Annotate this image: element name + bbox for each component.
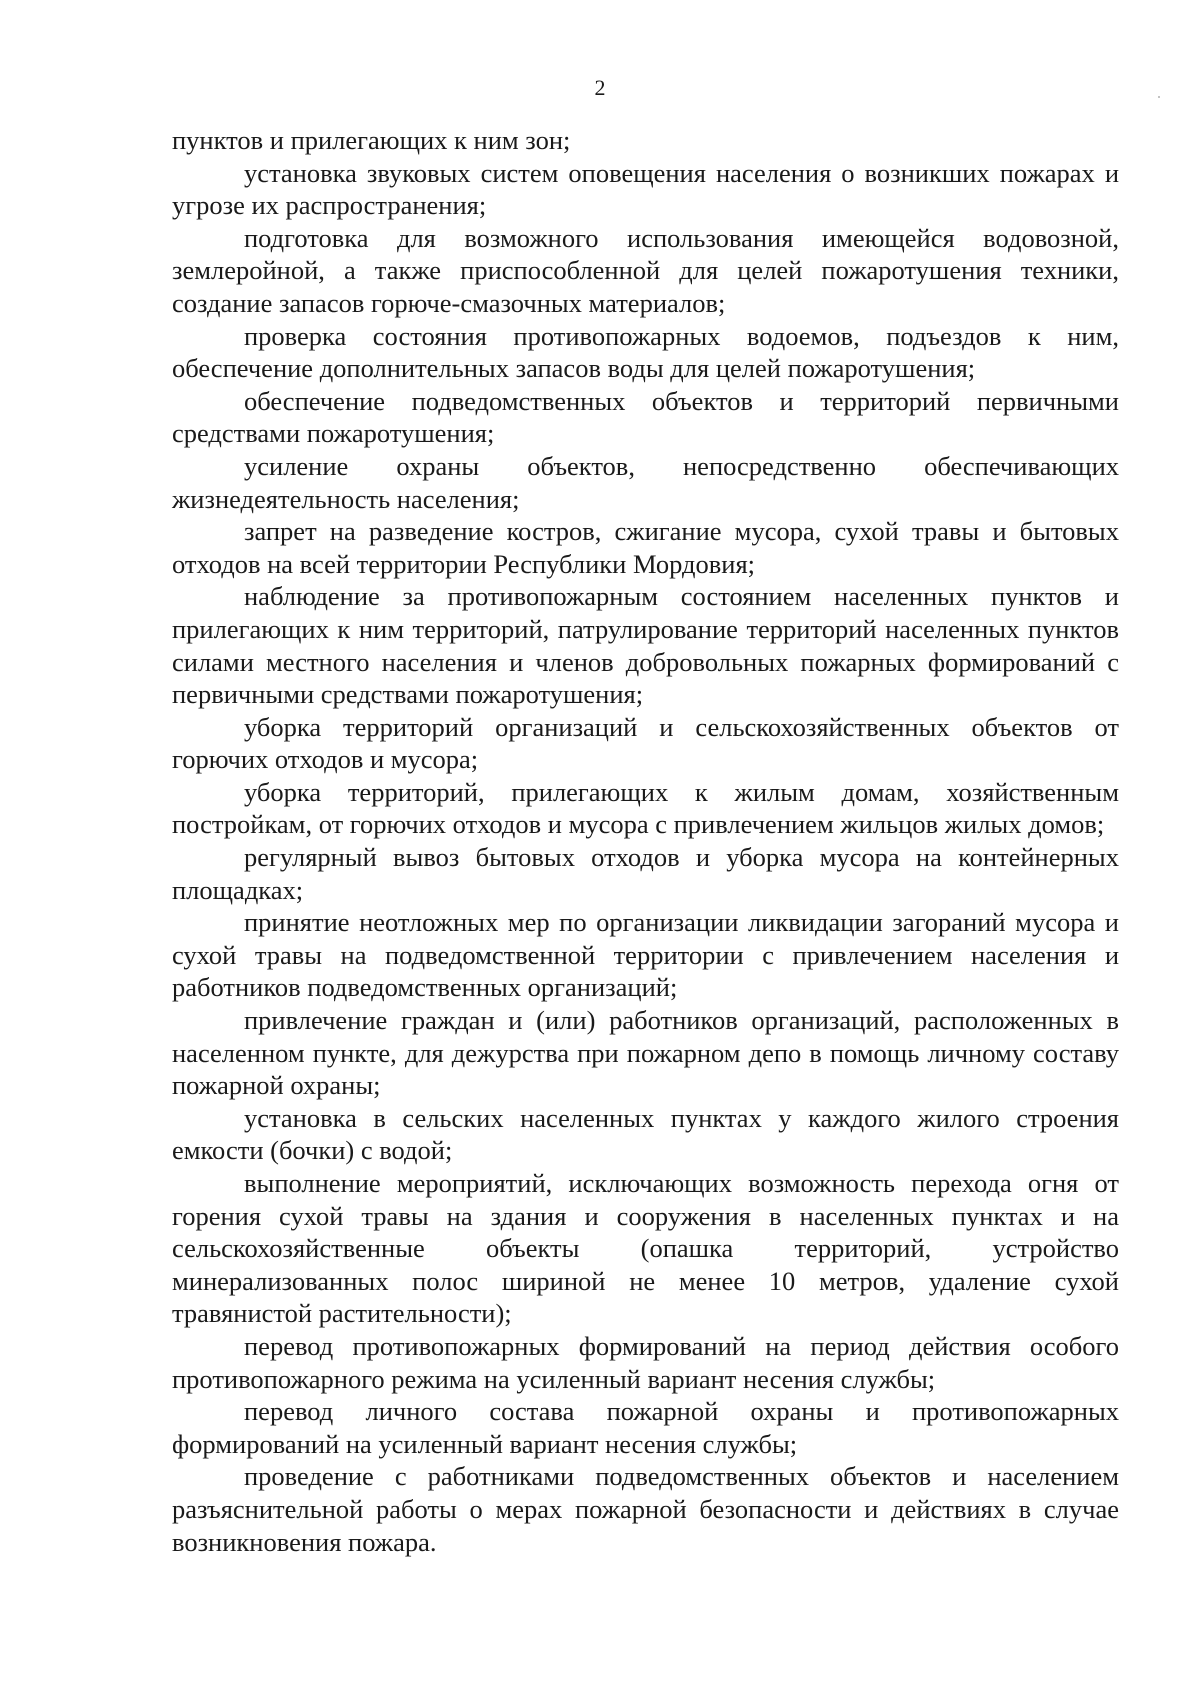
scan-speck <box>1158 96 1160 98</box>
paragraph: подготовка для возможного использования имеющейся водовозной, землеройной, а также приспособленной для целей пожаротушения техники, создание запасов горюче-смазочных материалов; <box>172 222 1119 318</box>
paragraph: установка в сельских населенных пунктах у каждого жилого строения емкости (бочки) с водой; <box>172 1102 1119 1166</box>
page-number: 2 <box>594 75 606 100</box>
paragraph: проведение с работниками подведомственных объектов и населением разъяснительной работы о мерах пожарной безопасности и действиях в случае возникновения пожара. <box>172 1461 1119 1557</box>
paragraph: запрет на разведение костров, сжигание мусора, сухой травы и бытовых отходов на всей территории Республики Мордовия; <box>172 516 1119 579</box>
paragraph: проверка состояния противопожарных водоемов, подъездов к ним, обеспечение дополнительных запасов воды для целей пожаротушения; <box>172 320 1119 384</box>
paragraph: обеспечение подведомственных объектов и территорий первичными средствами пожаротушения; <box>172 385 1119 449</box>
paragraph: установка звуковых систем оповещения населения о возникших пожарах и угрозе их распространения; <box>172 157 1119 221</box>
paragraph: уборка территорий, прилегающих к жилым домам, хозяйственным постройкам, от горючих отходов и мусора с привлечением жильцов жилых домов; <box>172 776 1119 840</box>
paragraph: выполнение мероприятий, исключающих возможность перехода огня от горения сухой травы на здания и сооружения в населенных пунктах и на сельскохозяйственные объекты (опашка территорий, устройство минерализованных полос шириной не менее 10 метров, удаление сухой травянистой растительности); <box>172 1168 1119 1329</box>
paragraph: пунктов и прилегающих к ним зон; <box>172 125 571 155</box>
paragraph: регулярный вывоз бытовых отходов и уборка мусора на контейнерных площадках; <box>172 842 1119 905</box>
document-body <box>172 124 1119 1558</box>
paragraph: уборка территорий организаций и сельскохозяйственных объектов от горючих отходов и мусора; <box>172 711 1119 775</box>
paragraph: наблюдение за противопожарным состоянием населенных пунктов и прилегающих к ним территорий, патрулирование территорий населенных пунктов силами местного населения и членов добровольных пожарных формирований с первичными средствами пожаротушения; <box>172 581 1119 710</box>
paragraph: усиление охраны объектов, непосредственно обеспечивающих жизнедеятельность населения; <box>172 450 1119 514</box>
paragraph: перевод противопожарных формирований на период действия особого противопожарного режима на усиленный вариант несения службы; <box>172 1330 1119 1394</box>
paragraph: принятие неотложных мер по организации ликвидации загораний мусора и сухой травы на подведомственной территории с привлечением населения и работников подведомственных организаций; <box>172 907 1119 1003</box>
paragraph: привлечение граждан и (или) работников организаций, расположенных в населенном пункте, для дежурства при пожарном депо в помощь личному составу пожарной охраны; <box>172 1005 1119 1101</box>
paragraph: перевод личного состава пожарной охраны и противопожарных формирований на усиленный вариант несения службы; <box>172 1396 1119 1459</box>
